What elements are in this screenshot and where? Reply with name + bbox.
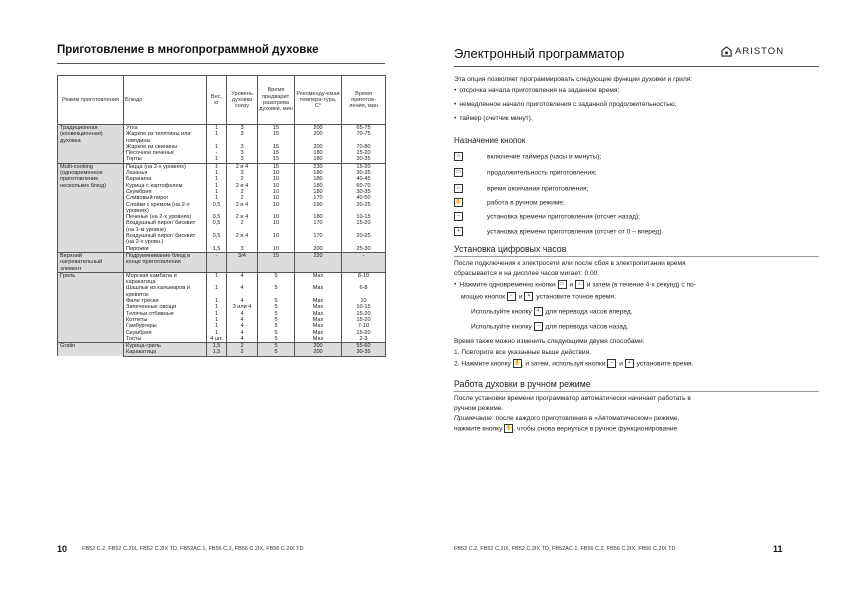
temperature-cell: 180 bbox=[295, 176, 342, 182]
left-page-title: Приготовление в многопрограммной духовке bbox=[57, 44, 319, 56]
level-cell: 2 и 4 bbox=[227, 233, 258, 246]
header-level: Уровень духовки снизу bbox=[227, 76, 258, 125]
dish-cell: Телячьи отбивные bbox=[124, 311, 207, 317]
cooking-time-cell: 60-70 bbox=[342, 183, 386, 189]
cooking-time-cell: 15-20 bbox=[342, 220, 386, 233]
temperature-cell: 190 bbox=[295, 202, 342, 215]
table-row bbox=[58, 343, 386, 350]
temperature-cell: Max bbox=[295, 323, 342, 329]
preheat-cell: 10 bbox=[258, 202, 295, 215]
plus-icon: + bbox=[534, 307, 543, 316]
clock-back-line: Используйте кнопку − для перевода часов назад. bbox=[471, 323, 629, 331]
preheat-cell: 5 bbox=[258, 317, 295, 323]
preheat-cell: 5 bbox=[258, 343, 295, 350]
level-cell: 3 bbox=[227, 170, 258, 176]
level-cell: 2 и 4 bbox=[227, 183, 258, 189]
dish-cell: Шашлык из кальмаров и креветок bbox=[124, 285, 207, 298]
dish-cell: Жаркое из свинины bbox=[124, 144, 207, 150]
cooking-mode-cell: Гриль bbox=[58, 272, 124, 342]
minus-icon: − bbox=[507, 292, 516, 301]
level-cell: 2 bbox=[227, 195, 258, 201]
ariston-logo-icon bbox=[721, 46, 732, 57]
temperature-cell: 220 bbox=[295, 252, 342, 272]
weight-cell: 1 bbox=[207, 163, 227, 170]
dish-cell: Лазанья bbox=[124, 170, 207, 176]
clock-bullet-line-2: мощью кнопок − и + установите точное время. bbox=[461, 293, 616, 301]
table-row bbox=[58, 163, 386, 170]
dish-cell: Слойки с кремом (на 2-х уровнях) bbox=[124, 202, 207, 215]
minus-icon: − bbox=[534, 322, 543, 331]
level-cell: 4 bbox=[227, 285, 258, 298]
temperature-cell: 170 bbox=[295, 195, 342, 201]
weight-cell: 1,5 bbox=[207, 246, 227, 253]
cooking-table bbox=[57, 75, 386, 357]
intro-item-1: • отсрочка начала приготовления на заданное время; bbox=[454, 87, 620, 94]
temperature-cell: Max bbox=[295, 272, 342, 285]
preheat-cell: 15 bbox=[258, 163, 295, 170]
temperature-cell: 200 bbox=[295, 349, 342, 356]
manual-mode-icon: ✋ bbox=[455, 199, 462, 205]
end-time-icon: ⌂ bbox=[454, 184, 463, 193]
weight-cell: 1 bbox=[207, 298, 227, 304]
dish-cell: Скумбрия bbox=[124, 189, 207, 195]
weight-cell: 0,5 bbox=[207, 214, 227, 220]
weight-cell: 1,5 bbox=[207, 349, 227, 356]
cooking-time-cell: 25-30 bbox=[342, 246, 386, 253]
cooking-time-cell: 10 bbox=[342, 298, 386, 304]
preheat-cell: 10 bbox=[258, 214, 295, 220]
dish-cell: Пицца (на 2-х уровнях) bbox=[124, 163, 207, 170]
temperature-cell: 200 bbox=[295, 144, 342, 150]
preheat-cell: 5 bbox=[258, 285, 295, 298]
header-cooking-time: Время приготов-ления, мин bbox=[342, 76, 386, 125]
note-line-1: Примечание: после каждого приготовления в «Автоматическом» режиме, bbox=[454, 415, 680, 422]
level-cell: 2 bbox=[227, 349, 258, 356]
dish-cell: Жаркое из телятины или говядины bbox=[124, 131, 207, 144]
weight-cell: - bbox=[207, 252, 227, 272]
preheat-cell: 5 bbox=[258, 323, 295, 329]
weight-cell: 1 bbox=[207, 144, 227, 150]
cooking-time-cell: 70-80 bbox=[342, 144, 386, 150]
dish-cell: Воздушный пирог/ бисквит (на 1-м уровне) bbox=[124, 220, 207, 233]
temperature-cell: 230 bbox=[295, 163, 342, 170]
level-cell: 3 или 4 bbox=[227, 304, 258, 310]
cooking-time-cell: 7-10 bbox=[342, 323, 386, 329]
plus-icon: + bbox=[524, 292, 533, 301]
preheat-cell: 10 bbox=[258, 176, 295, 182]
preheat-cell: 5 bbox=[258, 330, 295, 336]
cooking-mode-cell: Верхний нагревательный элемент bbox=[58, 252, 124, 272]
clock-step-1: 1. Повторите все указанные выше действия. bbox=[454, 349, 591, 356]
weight-cell: 1 bbox=[207, 272, 227, 285]
left-footer: FB52 C.2, FB52 C.2IX, FB52 C.2IX TD, FB52AC.1, FB56 C.2, FB56 C.2IX, FB56 C.2IX TD bbox=[82, 546, 304, 552]
cooking-time-cell: 2-3 bbox=[342, 336, 386, 343]
dish-cell: Баранина bbox=[124, 176, 207, 182]
dish-cell: Каракатица bbox=[124, 349, 207, 356]
dish-cell: Скумбрия bbox=[124, 330, 207, 336]
cooking-time-cell: 15-20 bbox=[342, 163, 386, 170]
level-cell: 4 bbox=[227, 323, 258, 329]
header-temperature: Рекоменду-емая темпера-тура, С° bbox=[295, 76, 342, 125]
cooking-time-cell: 8-10 bbox=[342, 272, 386, 285]
plus-icon: + bbox=[625, 359, 634, 368]
intro-item-2: • немедленное начало приготовления с заданной продолжительностью; bbox=[454, 101, 677, 108]
weight-cell: 0,5 bbox=[207, 202, 227, 215]
note-line-2: нажмите кнопку ✋, чтобы снова вернуться в ручное функционирование bbox=[454, 425, 678, 433]
weight-cell: - bbox=[207, 150, 227, 156]
temperature-cell: Max bbox=[295, 304, 342, 310]
dish-cell: Котлеты bbox=[124, 317, 207, 323]
level-cell: 2 и 4 bbox=[227, 214, 258, 220]
button-row-end: ⌂ время окончания приготовления; bbox=[454, 184, 588, 194]
temperature-cell: 170 bbox=[295, 220, 342, 233]
preheat-cell: 10 bbox=[258, 195, 295, 201]
level-cell: 3 bbox=[227, 144, 258, 150]
dish-cell: Подрумянивание блюд в конце приготовления bbox=[124, 252, 207, 272]
cooking-time-cell: 55-60 bbox=[342, 343, 386, 350]
preheat-cell: 15 bbox=[258, 150, 295, 156]
level-cell: 3 bbox=[227, 131, 258, 144]
clock-text-1: После подключения к электросети или после сбоя в электропитании время bbox=[454, 260, 686, 267]
cooking-time-cell: 40-50 bbox=[342, 195, 386, 201]
preheat-cell: 10 bbox=[258, 246, 295, 253]
header-weight: Вес, кг bbox=[207, 76, 227, 125]
cooking-time-cell: 70-75 bbox=[342, 131, 386, 144]
manual-text-1: После установки времени программатор автоматически начинает работать в bbox=[454, 395, 691, 402]
temperature-cell: 180 bbox=[295, 156, 342, 163]
cooking-time-cell: 6-8 bbox=[342, 285, 386, 298]
cooking-time-cell: 15-20 bbox=[342, 317, 386, 323]
button-row-manual: ✋ работа в ручном режиме; bbox=[455, 199, 565, 207]
right-page-number: 11 bbox=[773, 544, 783, 554]
clock-text-2: сбрасывается и на дисплее часов мигает: 0.00. bbox=[454, 270, 600, 277]
temperature-cell: Max bbox=[295, 311, 342, 317]
bell-icon: ♫ bbox=[454, 152, 463, 161]
dish-cell: Торты bbox=[124, 156, 207, 163]
button-row-plus: + установка времени приготовления (отсчет от 0 – вперед). bbox=[454, 227, 663, 237]
level-cell: 3 bbox=[227, 150, 258, 156]
temperature-cell: 180 bbox=[295, 189, 342, 195]
preheat-cell: 15 bbox=[258, 252, 295, 272]
weight-cell: 4 шт. bbox=[207, 336, 227, 343]
level-cell: 3/4 bbox=[227, 252, 258, 272]
preheat-cell: 10 bbox=[258, 220, 295, 233]
right-title-rule bbox=[454, 66, 819, 67]
level-cell: 2 bbox=[227, 176, 258, 182]
dish-cell: Утка bbox=[124, 125, 207, 132]
level-cell: 2 и 4 bbox=[227, 202, 258, 215]
cooking-time-cell: 20-25 bbox=[342, 233, 386, 246]
manual-text-2: ручном режиме. bbox=[454, 405, 504, 412]
button-row-timer: ♫ включение таймера (часы и минуты); bbox=[454, 152, 601, 162]
brand-logo bbox=[721, 46, 784, 57]
weight-cell: 1 bbox=[207, 183, 227, 189]
cooking-time-cell: 30-35 bbox=[342, 189, 386, 195]
cooking-time-cell: 20-25 bbox=[342, 202, 386, 215]
dish-cell: Песочное печенье bbox=[124, 150, 207, 156]
right-page-title: Электронный программатор bbox=[454, 46, 625, 61]
preheat-cell: 10 bbox=[258, 183, 295, 189]
cooking-time-cell: 30-35 bbox=[342, 349, 386, 356]
header-dish: Блюдо bbox=[124, 76, 207, 125]
preheat-cell: 5 bbox=[258, 349, 295, 356]
preheat-cell: 10 bbox=[258, 233, 295, 246]
dish-cell: Филе трески bbox=[124, 298, 207, 304]
preheat-cell: 10 bbox=[258, 170, 295, 176]
weight-cell: 1 bbox=[207, 285, 227, 298]
cooking-time-cell: 40-45 bbox=[342, 176, 386, 182]
plus-icon: + bbox=[454, 227, 463, 236]
preheat-cell: 10 bbox=[258, 189, 295, 195]
dish-cell: Пирожки bbox=[124, 246, 207, 253]
duration-icon: ▭ bbox=[454, 168, 463, 177]
temperature-cell: 170 bbox=[295, 233, 342, 246]
level-cell: 2 bbox=[227, 220, 258, 233]
temperature-cell: 200 bbox=[295, 131, 342, 144]
cooking-time-cell: 15-20 bbox=[342, 150, 386, 156]
manual-rule bbox=[454, 391, 819, 392]
clock-rule bbox=[454, 256, 819, 257]
dish-cell: Сливовый пирог bbox=[124, 195, 207, 201]
weight-cell: 1 bbox=[207, 125, 227, 132]
button-row-duration: ▭ продолжительность приготовления; bbox=[454, 168, 597, 178]
cooking-mode-cell: Multi-cooking (одновременное приготовление нескольких блюд) bbox=[58, 163, 124, 252]
minus-icon: − bbox=[454, 212, 463, 221]
brand-name: ARISTON bbox=[735, 46, 785, 57]
temperature-cell: Max bbox=[295, 336, 342, 343]
cooking-mode-cell: Gratin bbox=[58, 343, 124, 357]
level-cell: 2 и 4 bbox=[227, 163, 258, 170]
weight-cell: 1 bbox=[207, 330, 227, 336]
right-page bbox=[421, 0, 842, 595]
preheat-cell: 15 bbox=[258, 131, 295, 144]
dish-cell: Запеченные овощи bbox=[124, 304, 207, 310]
temperature-cell: 180 bbox=[295, 170, 342, 176]
weight-cell: 1 bbox=[207, 156, 227, 163]
weight-cell: 0,5 bbox=[207, 233, 227, 246]
buttons-heading: Назначение кнопок bbox=[454, 136, 526, 145]
preheat-cell: 5 bbox=[258, 336, 295, 343]
cooking-mode-cell: Традиционная (конвекционная) духовка bbox=[58, 125, 124, 164]
weight-cell: 1 bbox=[207, 195, 227, 201]
dish-cell: Печенье (на 2-х уровнях) bbox=[124, 214, 207, 220]
temperature-cell: Max bbox=[295, 285, 342, 298]
weight-cell: 1 bbox=[207, 189, 227, 195]
level-cell: 4 bbox=[227, 330, 258, 336]
clock-bullet-line-1: • Нажмите одновременно кнопки ▭ и ⌂ и затем (в течение 4-х секунд) с по- bbox=[454, 281, 696, 289]
dish-cell: Курица с картофелем bbox=[124, 183, 207, 189]
cooking-time-cell: 65-75 bbox=[342, 125, 386, 132]
temperature-cell: 180 bbox=[295, 183, 342, 189]
temperature-cell: 180 bbox=[295, 214, 342, 220]
temperature-cell: 180 bbox=[295, 150, 342, 156]
temperature-cell: Max bbox=[295, 298, 342, 304]
manual-mode-icon: ✋ bbox=[505, 425, 512, 431]
cooking-time-cell: 15-20 bbox=[342, 330, 386, 336]
weight-cell: 1 bbox=[207, 317, 227, 323]
dish-cell: Курица-гриль bbox=[124, 343, 207, 350]
level-cell: 3 bbox=[227, 125, 258, 132]
clock-heading: Установка цифровых часов bbox=[454, 244, 567, 254]
level-cell: 2 bbox=[227, 343, 258, 350]
left-page-number: 10 bbox=[57, 544, 68, 554]
cooking-time-cell: 15-20 bbox=[342, 311, 386, 317]
weight-cell: 0,5 bbox=[207, 220, 227, 233]
weight-cell: 1 bbox=[207, 131, 227, 144]
table-header-row bbox=[58, 76, 386, 125]
temperature-cell: 200 bbox=[295, 246, 342, 253]
cooking-time-cell: 30-35 bbox=[342, 170, 386, 176]
table-row bbox=[58, 272, 386, 285]
preheat-cell: 5 bbox=[258, 304, 295, 310]
weight-cell: 1 bbox=[207, 170, 227, 176]
right-footer: FB52 C.2, FB52 C.2IX, FB52 C.2IX TD, FB52AC.1, FB56 C.2, FB56 C.2IX, FB56 C.2IX TD bbox=[454, 546, 676, 552]
preheat-cell: 15 bbox=[258, 125, 295, 132]
temperature-cell: Max bbox=[295, 330, 342, 336]
temperature-cell: Max bbox=[295, 317, 342, 323]
table-row bbox=[58, 125, 386, 132]
level-cell: 3 bbox=[227, 156, 258, 163]
cooking-time-cell: 10-15 bbox=[342, 304, 386, 310]
preheat-cell: 5 bbox=[258, 272, 295, 285]
level-cell: 4 bbox=[227, 317, 258, 323]
cooking-time-cell: 10-15 bbox=[342, 214, 386, 220]
table-row bbox=[58, 252, 386, 272]
preheat-cell: 15 bbox=[258, 144, 295, 150]
temperature-cell: 200 bbox=[295, 343, 342, 350]
weight-cell: 1 bbox=[207, 176, 227, 182]
dish-cell: Морская камбала и каракатица bbox=[124, 272, 207, 285]
level-cell: 2 bbox=[227, 189, 258, 195]
weight-cell: 1 bbox=[207, 311, 227, 317]
preheat-cell: 15 bbox=[258, 156, 295, 163]
header-mode: Режим приготовления bbox=[58, 76, 124, 125]
end-time-icon: ⌂ bbox=[575, 280, 584, 289]
button-row-minus: − установка времени приготовления (отсчет назад); bbox=[454, 212, 640, 222]
weight-cell: 1,5 bbox=[207, 343, 227, 350]
level-cell: 4 bbox=[227, 336, 258, 343]
preheat-cell: 5 bbox=[258, 298, 295, 304]
manual-mode-icon: ✋ bbox=[514, 360, 521, 366]
intro-item-3: • таймер (счетчик минут). bbox=[454, 115, 533, 122]
dish-cell: Тосты bbox=[124, 336, 207, 343]
level-cell: 3 bbox=[227, 246, 258, 253]
minus-icon: − bbox=[607, 359, 616, 368]
level-cell: 4 bbox=[227, 311, 258, 317]
clock-step-2: 2. Нажмите кнопку ✋, и затем, используя кнопки − и + установите время. bbox=[454, 360, 694, 368]
dish-cell: Гамбургеры bbox=[124, 323, 207, 329]
clock-text-3: Время также можно изменить следующими двумя способами: bbox=[454, 338, 645, 345]
preheat-cell: 5 bbox=[258, 311, 295, 317]
cooking-time-cell: - bbox=[342, 252, 386, 272]
clock-forward-line: Используйте кнопку + для перевода часов вперед. bbox=[471, 308, 633, 316]
cooking-time-cell: 30-35 bbox=[342, 156, 386, 163]
level-cell: 4 bbox=[227, 272, 258, 285]
table-body bbox=[58, 125, 386, 357]
dish-cell: Воздушный пирог/ бисквит (на 2-х уровн.) bbox=[124, 233, 207, 246]
duration-icon: ▭ bbox=[558, 280, 567, 289]
weight-cell: 1 bbox=[207, 323, 227, 329]
manual-heading: Работа духовки в ручном режиме bbox=[454, 379, 591, 389]
intro-text: Эта опция позволяет программировать следующие функции духовки и гриля: bbox=[454, 76, 693, 83]
header-preheat: Время предварит. разогрева духовки, мин bbox=[258, 76, 295, 125]
temperature-cell: 200 bbox=[295, 125, 342, 132]
title-rule bbox=[57, 63, 385, 64]
level-cell: 4 bbox=[227, 298, 258, 304]
weight-cell: 1 bbox=[207, 304, 227, 310]
